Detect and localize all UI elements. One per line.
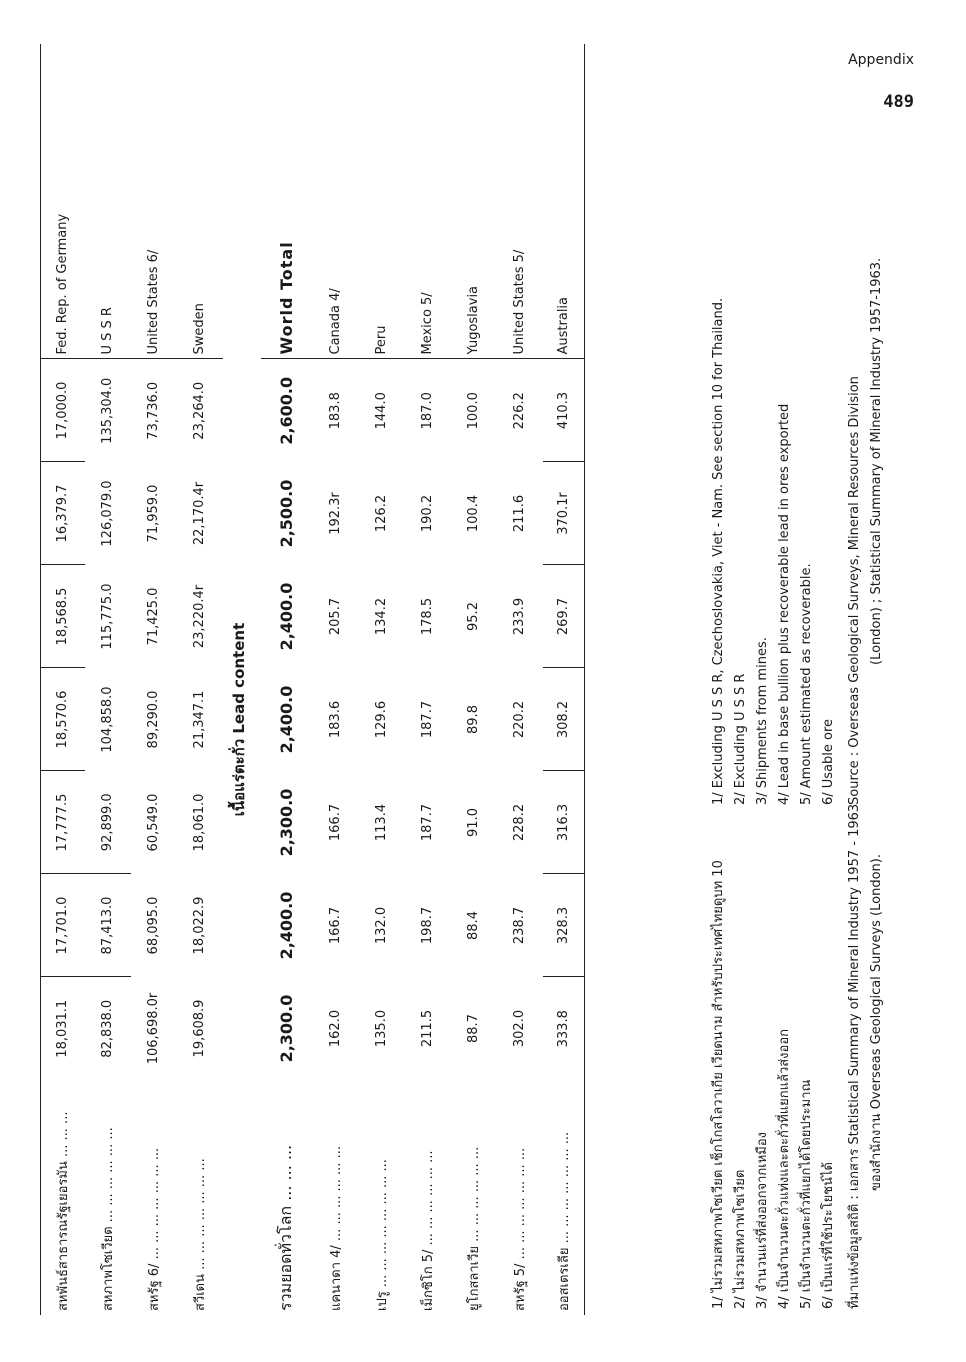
- cell-value: 82,838.0: [100, 999, 115, 1058]
- cell-value: 106,698.0r: [146, 992, 161, 1065]
- footnote: 2/ Excluding U S S R: [733, 673, 748, 805]
- footnote: 4/ เป็นจำนวนตะกั่วแท่งและตะกั่วที่แยกแล้วส่งออก: [777, 1028, 792, 1309]
- cell-value: 187.0: [420, 392, 435, 430]
- cell-value: 370.1r: [543, 462, 585, 565]
- footnote: 5/ เป็นจำนวนตะกั่วที่แยกได้โดยประมาณ: [799, 1079, 814, 1309]
- row-label-thai: สหรัฐ 6/ ... ... ... ... ... ... ...: [147, 1147, 162, 1311]
- cell-value: 211.6: [512, 494, 527, 533]
- cell-value: 183.6: [328, 700, 343, 739]
- cell-value: 2,300.0: [277, 788, 296, 857]
- page-number: 489: [883, 92, 914, 112]
- cell-value: 68,095.0: [146, 896, 161, 955]
- cell-value: 88.7: [466, 1014, 481, 1043]
- cell-value: 21,347.1: [192, 690, 207, 749]
- cell-value: 198.7: [420, 906, 435, 945]
- row-label-thai: เม็กซิโก 5/ ... ... ... ... ... ...: [421, 1150, 436, 1311]
- cell-value: 166.7: [328, 906, 343, 945]
- lead-production-table: [40, 44, 585, 1315]
- cell-value: 183.8: [328, 392, 343, 430]
- cell-value: 178.5: [420, 597, 435, 636]
- row-label-thai: สวีเดน ... ... ... ... ... ... ...: [193, 1158, 208, 1311]
- row-label-english: Peru: [359, 44, 405, 359]
- cell-value: 205.7: [328, 597, 343, 636]
- cell-value: 73,736.0: [146, 381, 161, 440]
- table-row: [359, 44, 405, 1315]
- table-row: [41, 44, 85, 1315]
- cell-value: 71,959.0: [146, 484, 161, 543]
- cell-value: 22,170.4r: [192, 481, 207, 546]
- footnote: 1/ ไม่รวมสหภาพโซเวียต เช็กโกสโลวาเกีย เวียดนาม สำหรับประเทศไทยดูบท 10: [711, 860, 726, 1309]
- cell-value: 23,220.4r: [192, 584, 207, 649]
- source-line: ที่มาแห่งข้อมูลสถิติ : เอกสาร Statistical Summary of Mineral Industry 1957 - 1963: [847, 803, 862, 1309]
- cell-value: 18,570.6: [41, 668, 85, 771]
- cell-value: 89,290.0: [146, 690, 161, 749]
- row-label-english: United States 5/: [497, 44, 543, 359]
- cell-value: 316.3: [543, 771, 585, 874]
- cell-value: 269.7: [543, 565, 585, 668]
- row-label-thai: สหรัฐ 5/ ... ... ... ... ... ... ...: [513, 1147, 528, 1311]
- cell-value: 190.2: [420, 494, 435, 533]
- row-label-thai: สหพันธ์สาธารณรัฐเยอรมัน ... ... ...: [41, 1080, 85, 1315]
- cell-value: 228.2: [512, 803, 527, 842]
- cell-value: 95.2: [466, 602, 481, 631]
- source-line: ของสำนักงาน Overseas Geological Surveys (London).: [869, 854, 884, 1191]
- cell-value: 100.0: [466, 392, 481, 430]
- row-label-thai: สหภาพโซเวียต ... ... ... ... ... ...: [101, 1127, 116, 1311]
- cell-value: 126,079.0: [100, 480, 115, 547]
- footnote: 2/ ไม่รวมสหภาพโซเวียต: [733, 1169, 748, 1309]
- cell-value: 60,549.0: [146, 793, 161, 852]
- row-label-thai: เปรู ... ... ... ... ... ... ... ...: [375, 1159, 390, 1311]
- row-label-thai: ออสเตรเลีย ... ... ... ... ... ... ...: [543, 1080, 585, 1315]
- cell-value: 129.6: [374, 700, 389, 739]
- cell-value: 2,500.0: [277, 479, 296, 548]
- row-label-english: World Total: [261, 44, 313, 359]
- table-row: [543, 44, 585, 1315]
- cell-value: 211.5: [420, 1009, 435, 1048]
- cell-value: 132.0: [374, 906, 389, 945]
- section-row: [223, 44, 261, 1315]
- table-row-total: [261, 44, 313, 1315]
- cell-value: 115,775.0: [100, 583, 115, 650]
- source-line: (London) ; Statistical Summary of Mineral Industry 1957-1963.: [869, 257, 884, 665]
- cell-value: 104,858.0: [100, 686, 115, 753]
- table-row: [131, 44, 177, 1315]
- cell-value: 333.8: [543, 977, 585, 1080]
- table-row: [451, 44, 497, 1315]
- row-label-english: Fed. Rep. of Germany: [41, 44, 85, 359]
- row-label-english: Mexico 5/: [405, 44, 451, 359]
- cell-value: 135,304.0: [100, 377, 115, 444]
- cell-value: 134.2: [374, 597, 389, 636]
- cell-value: 238.7: [512, 906, 527, 945]
- cell-value: 88.4: [466, 911, 481, 940]
- section-title: เนื้อแร่ตะกั่ว Lead content: [229, 622, 248, 817]
- footnote: 5/ Amount estimated as recoverable.: [799, 563, 814, 805]
- cell-value: 144.0: [374, 392, 389, 430]
- row-label-english: United States 6/: [131, 44, 177, 359]
- cell-value: 87,413.0: [85, 874, 131, 977]
- row-label-english: Yugoslavia: [451, 44, 497, 359]
- cell-value: 308.2: [543, 668, 585, 771]
- cell-value: 92,899.0: [85, 771, 131, 874]
- cell-value: 135.0: [374, 1009, 389, 1048]
- cell-value: 23,264.0: [192, 381, 207, 440]
- appendix-label: Appendix: [848, 52, 914, 68]
- cell-value: 17,000.0: [41, 359, 85, 462]
- cell-value: 17,701.0: [41, 874, 85, 977]
- cell-value: 226.2: [512, 392, 527, 430]
- cell-value: 2,600.0: [277, 376, 296, 445]
- row-label-thai: รวมยอดทั่วโลก ... ... ...: [276, 1144, 295, 1311]
- cell-value: 126.2: [374, 494, 389, 533]
- footnote: 6/ เป็นแร่ที่ใช้ประโยชน์ได้: [821, 1162, 836, 1309]
- cell-value: 71,425.0: [146, 587, 161, 646]
- footnotes-thai: [708, 803, 888, 1309]
- rotated-table-page: [40, 45, 920, 1315]
- source-line: Source : Overseas Geological Surveys, Mineral Resources Division: [847, 376, 862, 805]
- cell-value: 187.7: [420, 700, 435, 739]
- footnote: 6/ Usable ore: [821, 718, 836, 805]
- row-label-english: U S S R: [85, 44, 131, 359]
- cell-value: 100.4: [466, 494, 481, 533]
- footnote: 1/ Excluding U S S R, Czechoslovakia, Viet - Nam. See section 10 for Thailand.: [711, 297, 726, 805]
- footnote: 4/ Lead in base bullion plus recoverable lead in ores exported: [777, 403, 792, 805]
- footnotes-english: [708, 45, 888, 805]
- row-label-english: Sweden: [177, 44, 223, 359]
- cell-value: 18,031.1: [41, 977, 85, 1080]
- cell-value: 2,300.0: [277, 994, 296, 1063]
- row-label-english: Australia: [543, 44, 585, 359]
- cell-value: 233.9: [512, 597, 527, 636]
- cell-value: 91.0: [466, 808, 481, 837]
- row-label-english: Canada 4/: [313, 44, 359, 359]
- cell-value: 162.0: [328, 1009, 343, 1048]
- footnote: 3/ Shipments from mines.: [755, 637, 770, 805]
- table-row: [405, 44, 451, 1315]
- cell-value: 410.3: [543, 359, 585, 462]
- cell-value: 2,400.0: [277, 891, 296, 960]
- row-label-thai: แคนาดา 4/ ... ... ... ... ... ...: [329, 1146, 344, 1311]
- cell-value: 18,061.0: [192, 793, 207, 852]
- cell-value: 18,022.9: [192, 896, 207, 955]
- cell-value: 19,608.9: [192, 999, 207, 1058]
- cell-value: 192.3r: [328, 492, 343, 535]
- cell-value: 16,379.7: [41, 462, 85, 565]
- table-row: [85, 44, 131, 1315]
- row-label-thai: ยูโกสลาเวีย ... ... ... ... ... ...: [467, 1146, 482, 1311]
- cell-value: 17,777.5: [41, 771, 85, 874]
- table-row: [313, 44, 359, 1315]
- table-row: [177, 44, 223, 1315]
- cell-value: 302.0: [512, 1009, 527, 1048]
- cell-value: 220.2: [512, 700, 527, 739]
- cell-value: 18,568.5: [41, 565, 85, 668]
- cell-value: 328.3: [543, 874, 585, 977]
- cell-value: 89.8: [466, 705, 481, 734]
- cell-value: 113.4: [374, 803, 389, 842]
- cell-value: 187.7: [420, 803, 435, 842]
- cell-value: 2,400.0: [277, 685, 296, 754]
- cell-value: 2,400.0: [277, 582, 296, 651]
- table-row: [497, 44, 543, 1315]
- footnote: 3/ จำนวนแร่ที่ส่งออกจากเหมือง: [755, 1132, 770, 1309]
- cell-value: 166.7: [328, 803, 343, 842]
